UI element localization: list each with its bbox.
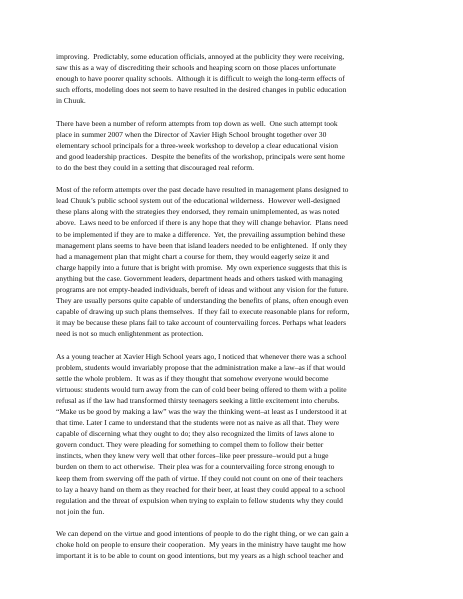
text-line: Most of the reform attempts over the past decade have resulted in management plans designed to: [56, 185, 349, 195]
text-line: such efforts, modeling does not seem to have resulted in the desired changes in public education: [56, 85, 347, 95]
text-line: and good leadership practices. Despite the benefits of the workshop, principals were sent home: [56, 151, 345, 161]
text-line: programs are not empty-headed individuals, bereft of ideas and without any vision for the future.: [56, 284, 349, 294]
text-line: above. Laws need to be enforced if there is any hope that they will change behavior. Plans need: [56, 218, 348, 228]
text-line: capable of drawing up such plans themselves. If they fail to execute reasonable plans for reform,: [56, 307, 350, 317]
text-line: that time. Later I came to understand that the students were not as naive as all that. They were: [56, 418, 340, 428]
text-line: keep them from swerving off the path of virtue. If they could not count on one of their teachers: [56, 473, 343, 483]
text-line: important it is to be able to count on good intentions, but my years as a high school teacher and: [56, 551, 344, 561]
text-line: place in summer 2007 when the Director of Xavier High School brought together over 30: [56, 129, 327, 139]
text-line: management plans seems to have been that island leaders needed to be enlightened. If only they: [56, 240, 348, 250]
text-line: not join the fun.: [56, 506, 105, 516]
text-line: virtuous: students would turn away from the can of cold beer being offered to them with a polite: [56, 384, 347, 394]
paragraph-top-down-reform: [56, 118, 427, 173]
text-line: problem, students would invariably propose that the administration make a law–as if that would: [56, 362, 346, 372]
text-line: “Make us be good by making a law” was the way the thinking went–at least as I understood it at: [56, 407, 347, 416]
text-line: charge happily into a future that is bright with promise. My own experience suggests that this is: [56, 262, 347, 272]
text-line: We can depend on the virtue and good intentions of people to do the right thing, or we can gain a: [56, 529, 349, 539]
text-line: capable of discerning what they ought to do; they also recognized the limits of laws alone to: [56, 429, 335, 439]
text-line: saw this as a way of discrediting their schools and heaping scorn on those places unfortunate: [56, 63, 336, 73]
paragraph-management-plans: [56, 184, 427, 339]
text-line: had a management plan that might chart a course for them, they would eagerly seize it and: [56, 251, 330, 261]
text-line: enough to have poorer quality schools. Although it is difficult to weigh the long-term effects of: [56, 74, 345, 84]
text-line: to be implemented if they are to make a difference. Yet, the prevailing assumption behind these: [56, 229, 346, 239]
text-line: anything but the case. Government leaders, department heads and others tasked with managing: [56, 273, 343, 283]
text-line: it may be because these plans fail to take account of countervailing forces. Perhaps what leaders: [56, 318, 347, 328]
text-line: refusal as if the law had transformed thirsty teenagers seeking a little excitement into cherubs.: [56, 395, 340, 405]
text-line: regulation and the threat of expulsion when trying to explain to fellow students why they could: [56, 495, 343, 505]
text-line: in Chuuk.: [56, 96, 86, 106]
text-line: govern conduct. They were pleading for something to compel them to follow their better: [56, 440, 324, 450]
text-line: As a young teacher at Xavier High School years ago, I noticed that whenever there was a school: [56, 351, 347, 361]
text-line: They are usually persons quite capable of understanding the benefits of plans, often enough even: [56, 296, 349, 306]
text-line: There have been a number of reform attempts from top down as well. One such attempt took: [56, 118, 338, 128]
text-line: to do the best they could in a setting that discouraged real reform.: [56, 162, 255, 172]
text-line: improving. Predictably, some education officials, annoyed at the publicity they were receiving,: [56, 52, 345, 61]
paragraph-virtue-and-control: [56, 528, 427, 561]
text-line: elementary school principals for a three-week workshop to develop a clear educational vision: [56, 140, 339, 150]
paragraph-modeling-efforts: [56, 51, 427, 106]
text-line: to lay a heavy hand on them as they reached for their beer, at least they could appeal to a school: [56, 484, 346, 494]
text-line: burden on them to act otherwise. Their plea was for a countervailing force strong enough to: [56, 462, 335, 472]
text-line: instincts, when they knew very well that other forces–like peer pressure–would put a huge: [56, 451, 329, 461]
paragraph-young-teacher: [56, 351, 427, 517]
text-line: settle the whole problem. It was as if they thought that somehow everyone would become: [56, 373, 329, 383]
text-line: need is not so much enlightenment as protection.: [56, 329, 204, 339]
text-line: lead Chuuk’s public school system out of the educational wilderness. However well-designed: [56, 196, 340, 206]
text-line: choke hold on people to ensure their cooperation. My years in the ministry have taught me how: [56, 540, 347, 550]
text-line: these plans along with the strategies they endorsed, they remain unimplemented, as was noted: [56, 207, 340, 217]
